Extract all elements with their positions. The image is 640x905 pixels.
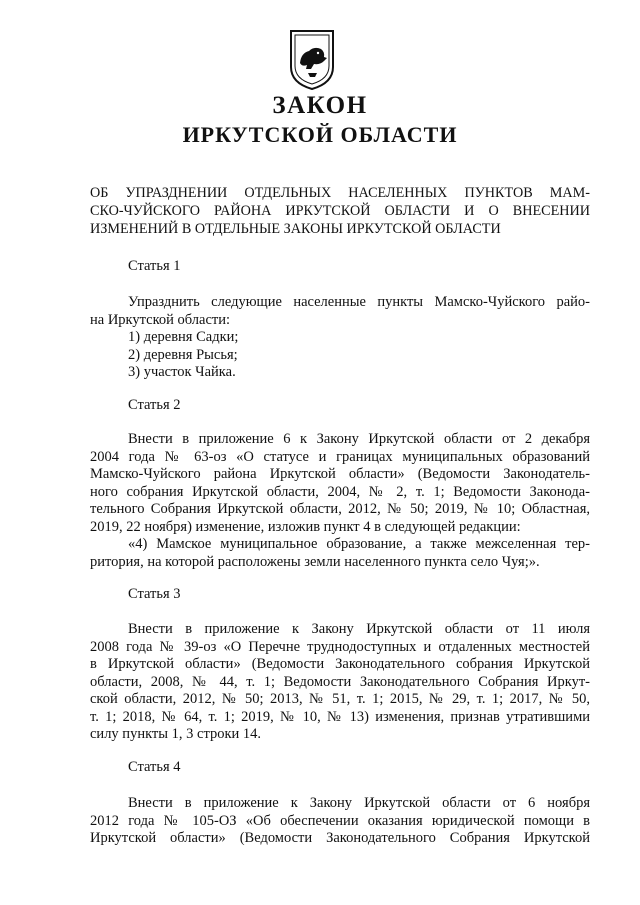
text-line: ритория, на которой расположены земли населенного пункта село Чуя;».: [90, 553, 540, 570]
coat-of-arms-icon: [287, 27, 337, 91]
text-line: Иркутской области» (Ведомости Законодательного Собрания Иркутской: [90, 830, 590, 846]
text-line: Мамско-Чуйского района Иркутской области» (Ведомости Законодатель-: [90, 466, 590, 482]
document-title: ЗАКОН: [272, 92, 368, 119]
article-3-body: [90, 621, 590, 744]
text-line: Внести в приложение к Закону Иркутской области от 11 июля: [128, 621, 590, 637]
text-line: ской области, 2012, № 50; 2013, № 51, т. 1; 2015, № 29, т. 1; 2017, № 50,: [90, 691, 590, 707]
law-heading: [90, 184, 590, 238]
article-1-title: Статья 1: [128, 258, 181, 274]
text-line: 2019, 22 ноября) изменение, изложив пункт 4 в следующей редакции:: [90, 518, 521, 535]
document-subtitle: ИРКУТСКОЙ ОБЛАСТИ: [182, 122, 458, 147]
article-4-body: [90, 795, 590, 848]
list-item: 3) участок Чайка.: [128, 364, 236, 380]
text-line: «4) Мамское муниципальное образование, а также межселенная тер-: [128, 536, 590, 552]
text-line: силу пункты 1, 3 строки 14.: [90, 726, 262, 742]
heading-line: ОБ УПРАЗДНЕНИИ ОТДЕЛЬНЫХ НАСЕЛЕННЫХ ПУНКТОВ МАМ-: [90, 185, 590, 201]
heading-line: СКО-ЧУЙСКОГО РАЙОНА ИРКУТСКОЙ ОБЛАСТИ И О ВНЕСЕНИИ: [90, 203, 590, 219]
text-line: 2008 года № 39-оз «О Перечне труднодоступных и отдаленных местностей: [90, 638, 590, 655]
list-item: 2) деревня Рысья;: [128, 346, 238, 363]
text-line: на Иркутской области:: [90, 311, 231, 328]
list-item: 1) деревня Садки;: [128, 329, 239, 345]
text-line: Внести в приложение к Закону Иркутской области от 6 ноября: [128, 795, 590, 811]
text-line: в Иркутской области» (Ведомости Законодательного собрания Иркутской: [90, 656, 590, 672]
article-1-body: [90, 294, 590, 382]
text-line: тельного Собрания Иркутской области, 2012, № 50; 2019, № 10; Областная,: [90, 501, 590, 517]
article-4-title: Статья 4: [128, 759, 181, 775]
heading-line: ИЗМЕНЕНИЙ В ОТДЕЛЬНЫЕ ЗАКОНЫ ИРКУТСКОЙ ОБЛАСТИ: [90, 221, 501, 237]
text-line: Внести в приложение 6 к Закону Иркутской области от 2 декабря: [128, 431, 590, 447]
article-3-title: Статья 3: [128, 586, 181, 602]
text-line: ного собрания Иркутской области, 2004, № 2, т. 1; Ведомости Законода-: [90, 483, 590, 500]
text-line: 2004 года № 63-оз «О статусе и границах муниципальных образований: [90, 448, 590, 465]
text-line: т. 1; 2018, № 64, т. 1; 2019, № 10, № 13) изменения, признав утратившими: [90, 708, 590, 725]
article-2-title: Статья 2: [128, 397, 181, 413]
text-line: области, 2008, № 44, т. 1; Ведомости Законодательного Собрания Иркут-: [90, 673, 590, 690]
article-2-body: [90, 431, 590, 571]
text-line: Упразднить следующие населенные пункты Мамско-Чуйского райо-: [128, 294, 590, 310]
text-line: 2012 года № 105-ОЗ «Об обеспечении оказания юридической помощи в: [90, 812, 590, 829]
